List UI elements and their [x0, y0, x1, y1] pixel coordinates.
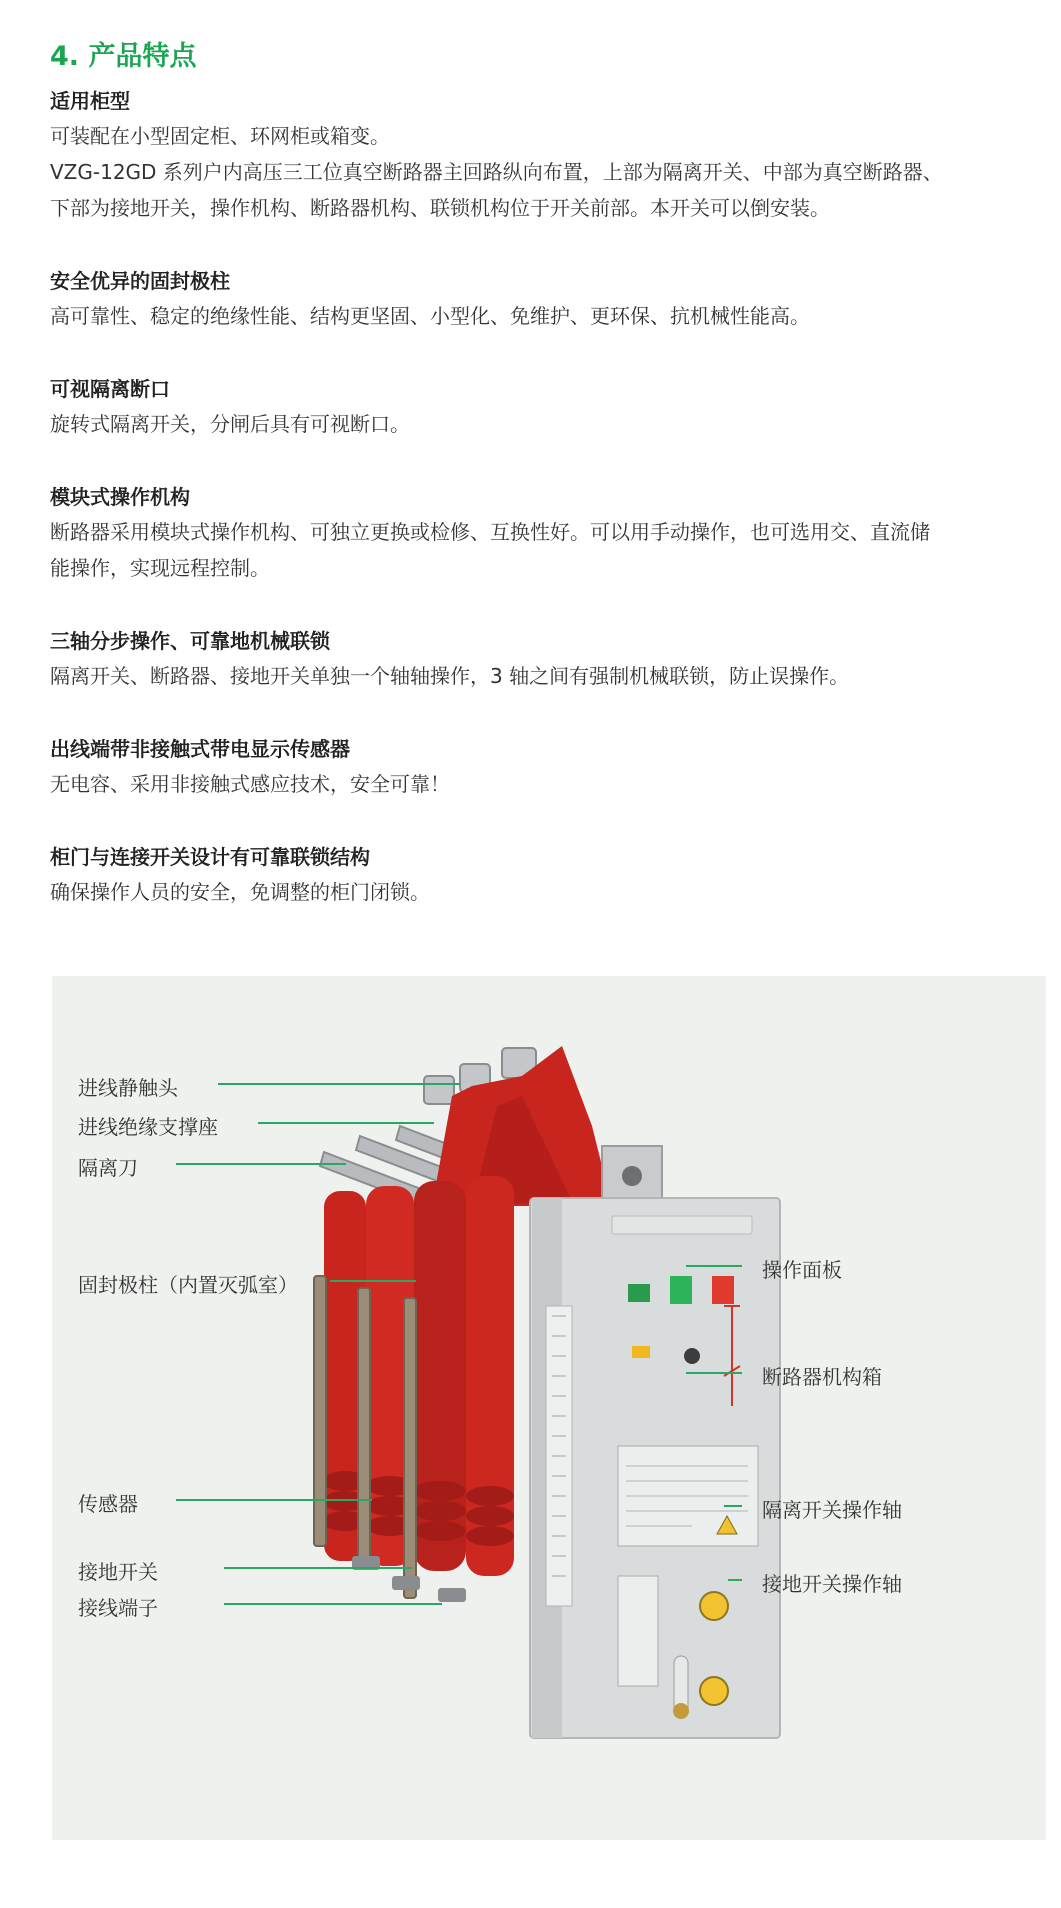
- section-title: 柜门与连接开关设计有可靠联锁结构: [50, 845, 370, 869]
- label-isolating-knife: 隔离刀: [78, 1156, 138, 1180]
- circuit-breaker-illustration: [52, 976, 1046, 1840]
- body-line: 下部为接地开关，操作机构、断路器机构、联锁机构位于开关前部。本开关可以倒安装。: [50, 196, 830, 220]
- section-title: 三轴分步操作、可靠地机械联锁: [50, 629, 330, 653]
- label-breaker-mechanism-box: 断路器机构箱: [762, 1365, 882, 1389]
- section-embedded-pole: [50, 266, 1040, 334]
- section-title: 可视隔离断口: [50, 377, 170, 401]
- product-figure: [52, 976, 1046, 1840]
- section-body: [50, 406, 1040, 442]
- body-line: 隔离开关、断路器、接地开关单独一个轴轴操作，3 轴之间有强制机械联锁，防止误操作。: [50, 664, 850, 688]
- section-body: [50, 658, 1040, 694]
- section-body: [50, 874, 1040, 910]
- body-line: 无电容、采用非接触式感应技术，安全可靠！: [50, 772, 450, 796]
- section-modular-mechanism: [50, 482, 1040, 586]
- section-visible-break: [50, 374, 1040, 442]
- label-incoming-static-contact: 进线静触头: [78, 1076, 178, 1100]
- section-three-axis: [50, 626, 1040, 694]
- section-body: [50, 514, 1040, 586]
- mechanism-box: [530, 1198, 780, 1738]
- section-title: 模块式操作机构: [50, 485, 190, 509]
- body-line: 高可靠性、稳定的绝缘性能、结构更坚固、小型化、免维护、更环保、抗机械性能高。: [50, 304, 810, 328]
- label-terminal: 接线端子: [78, 1596, 158, 1620]
- section-cabinet-type: [50, 86, 1040, 226]
- label-incoming-insulation-support: 进线绝缘支撑座: [78, 1115, 218, 1139]
- section-title: 适用柜型: [50, 89, 130, 113]
- section-sensor: [50, 734, 1040, 802]
- page-heading: 4. 产品特点: [50, 41, 197, 72]
- section-title: 出线端带非接触式带电显示传感器: [50, 737, 350, 761]
- body-line: VZG-12GD 系列户内高压三工位真空断路器主回路纵向布置，上部为隔离开关、中部为真空断路器、: [50, 160, 943, 184]
- body-line: 可装配在小型固定柜、环网柜或箱变。: [50, 124, 390, 148]
- section-door-interlock: [50, 842, 1040, 910]
- label-sensor: 传感器: [78, 1492, 138, 1516]
- embedded-poles: [323, 1176, 514, 1576]
- label-grounding-switch-shaft: 接地开关操作轴: [762, 1572, 902, 1596]
- body-line: 确保操作人员的安全，免调整的柜门闭锁。: [50, 880, 430, 904]
- section-title: 安全优异的固封极柱: [50, 269, 230, 293]
- body-line: 能操作，实现远程控制。: [50, 556, 270, 580]
- section-body: [50, 118, 1040, 226]
- label-embedded-pole: 固封极柱（内置灭弧室）: [78, 1273, 298, 1297]
- body-line: 旋转式隔离开关，分闸后具有可视断口。: [50, 412, 410, 436]
- section-body: [50, 766, 1040, 802]
- label-operation-panel: 操作面板: [762, 1258, 842, 1282]
- label-isolating-switch-shaft: 隔离开关操作轴: [762, 1498, 902, 1522]
- section-body: [50, 298, 1040, 334]
- label-grounding-switch: 接地开关: [78, 1560, 158, 1584]
- body-line: 断路器采用模块式操作机构、可独立更换或检修、互换性好。可以用手动操作，也可选用交、直流储: [50, 520, 930, 544]
